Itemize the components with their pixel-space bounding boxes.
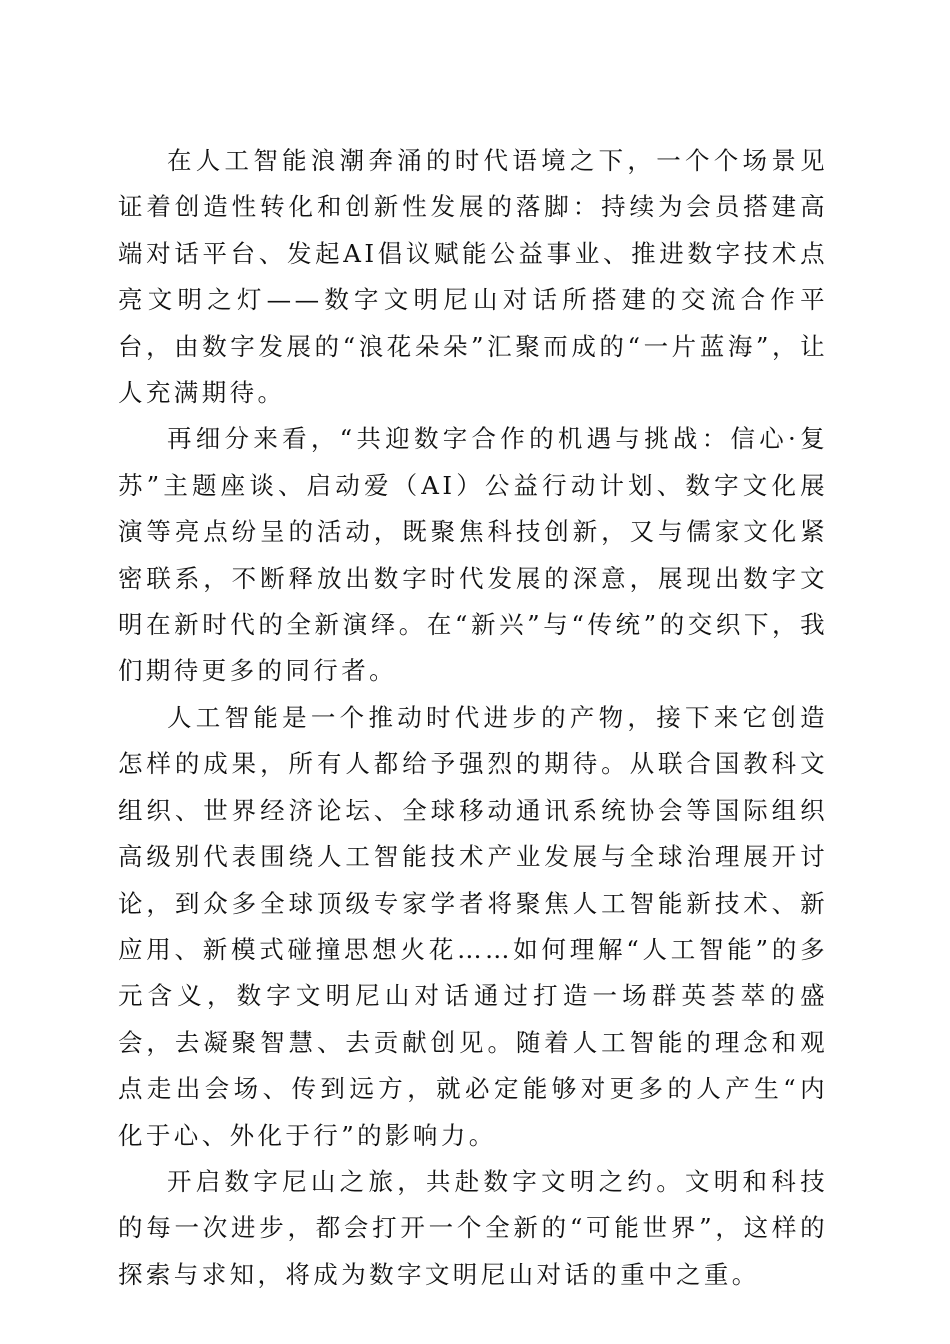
paragraph-3: 人工智能是一个推动时代进步的产物，接下来它创造怎样的成果，所有人都给予强烈的期待。从联合国教科文组织、世界经济论坛、全球移动通讯系统协会等国际组织高级别代表围绕人工智能技术产业发展与全球治理展开讨论，到众多全球顶级专家学者将聚焦人工智能新技术、新应用、新模式碰撞思想火花……如何理解“人工智能”的多元含义，数字文明尼山对话通过打造一场群英荟萃的盛会，去凝聚智慧、去贡献创见。随着人工智能的理念和观点走出会场、传到远方，就必定能够对更多的人产生“内化于心、外化于行”的影响力。	[118, 702, 828, 1150]
paragraph-4: 开启数字尼山之旅，共赴数字文明之约。文明和科技的每一次进步，都会打开一个全新的“可能世界”，这样的探索与求知，将成为数字文明尼山对话的重中之重。	[118, 1166, 828, 1289]
paragraph-2: 再细分来看，“共迎数字合作的机遇与挑战：信心·复苏”主题座谈、启动爱（AI）公益行动计划、数字文化展演等亮点纷呈的活动，既聚焦科技创新，又与儒家文化紧密联系，不断释放出数字时代发展的深意，展现出数字文明在新时代的全新演绎。在“新兴”与“传统”的交织下，我们期待更多的同行者。	[118, 424, 828, 686]
paragraph-1: 在人工智能浪潮奔涌的时代语境之下，一个个场景见证着创造性转化和创新性发展的落脚：持续为会员搭建高端对话平台、发起AI倡议赋能公益事业、推进数字技术点亮文明之灯——数字文明尼山对话所搭建的交流合作平台，由数字发展的“浪花朵朵”汇聚而成的“一片蓝海”，让人充满期待。	[118, 146, 828, 408]
article-body	[118, 138, 828, 1298]
